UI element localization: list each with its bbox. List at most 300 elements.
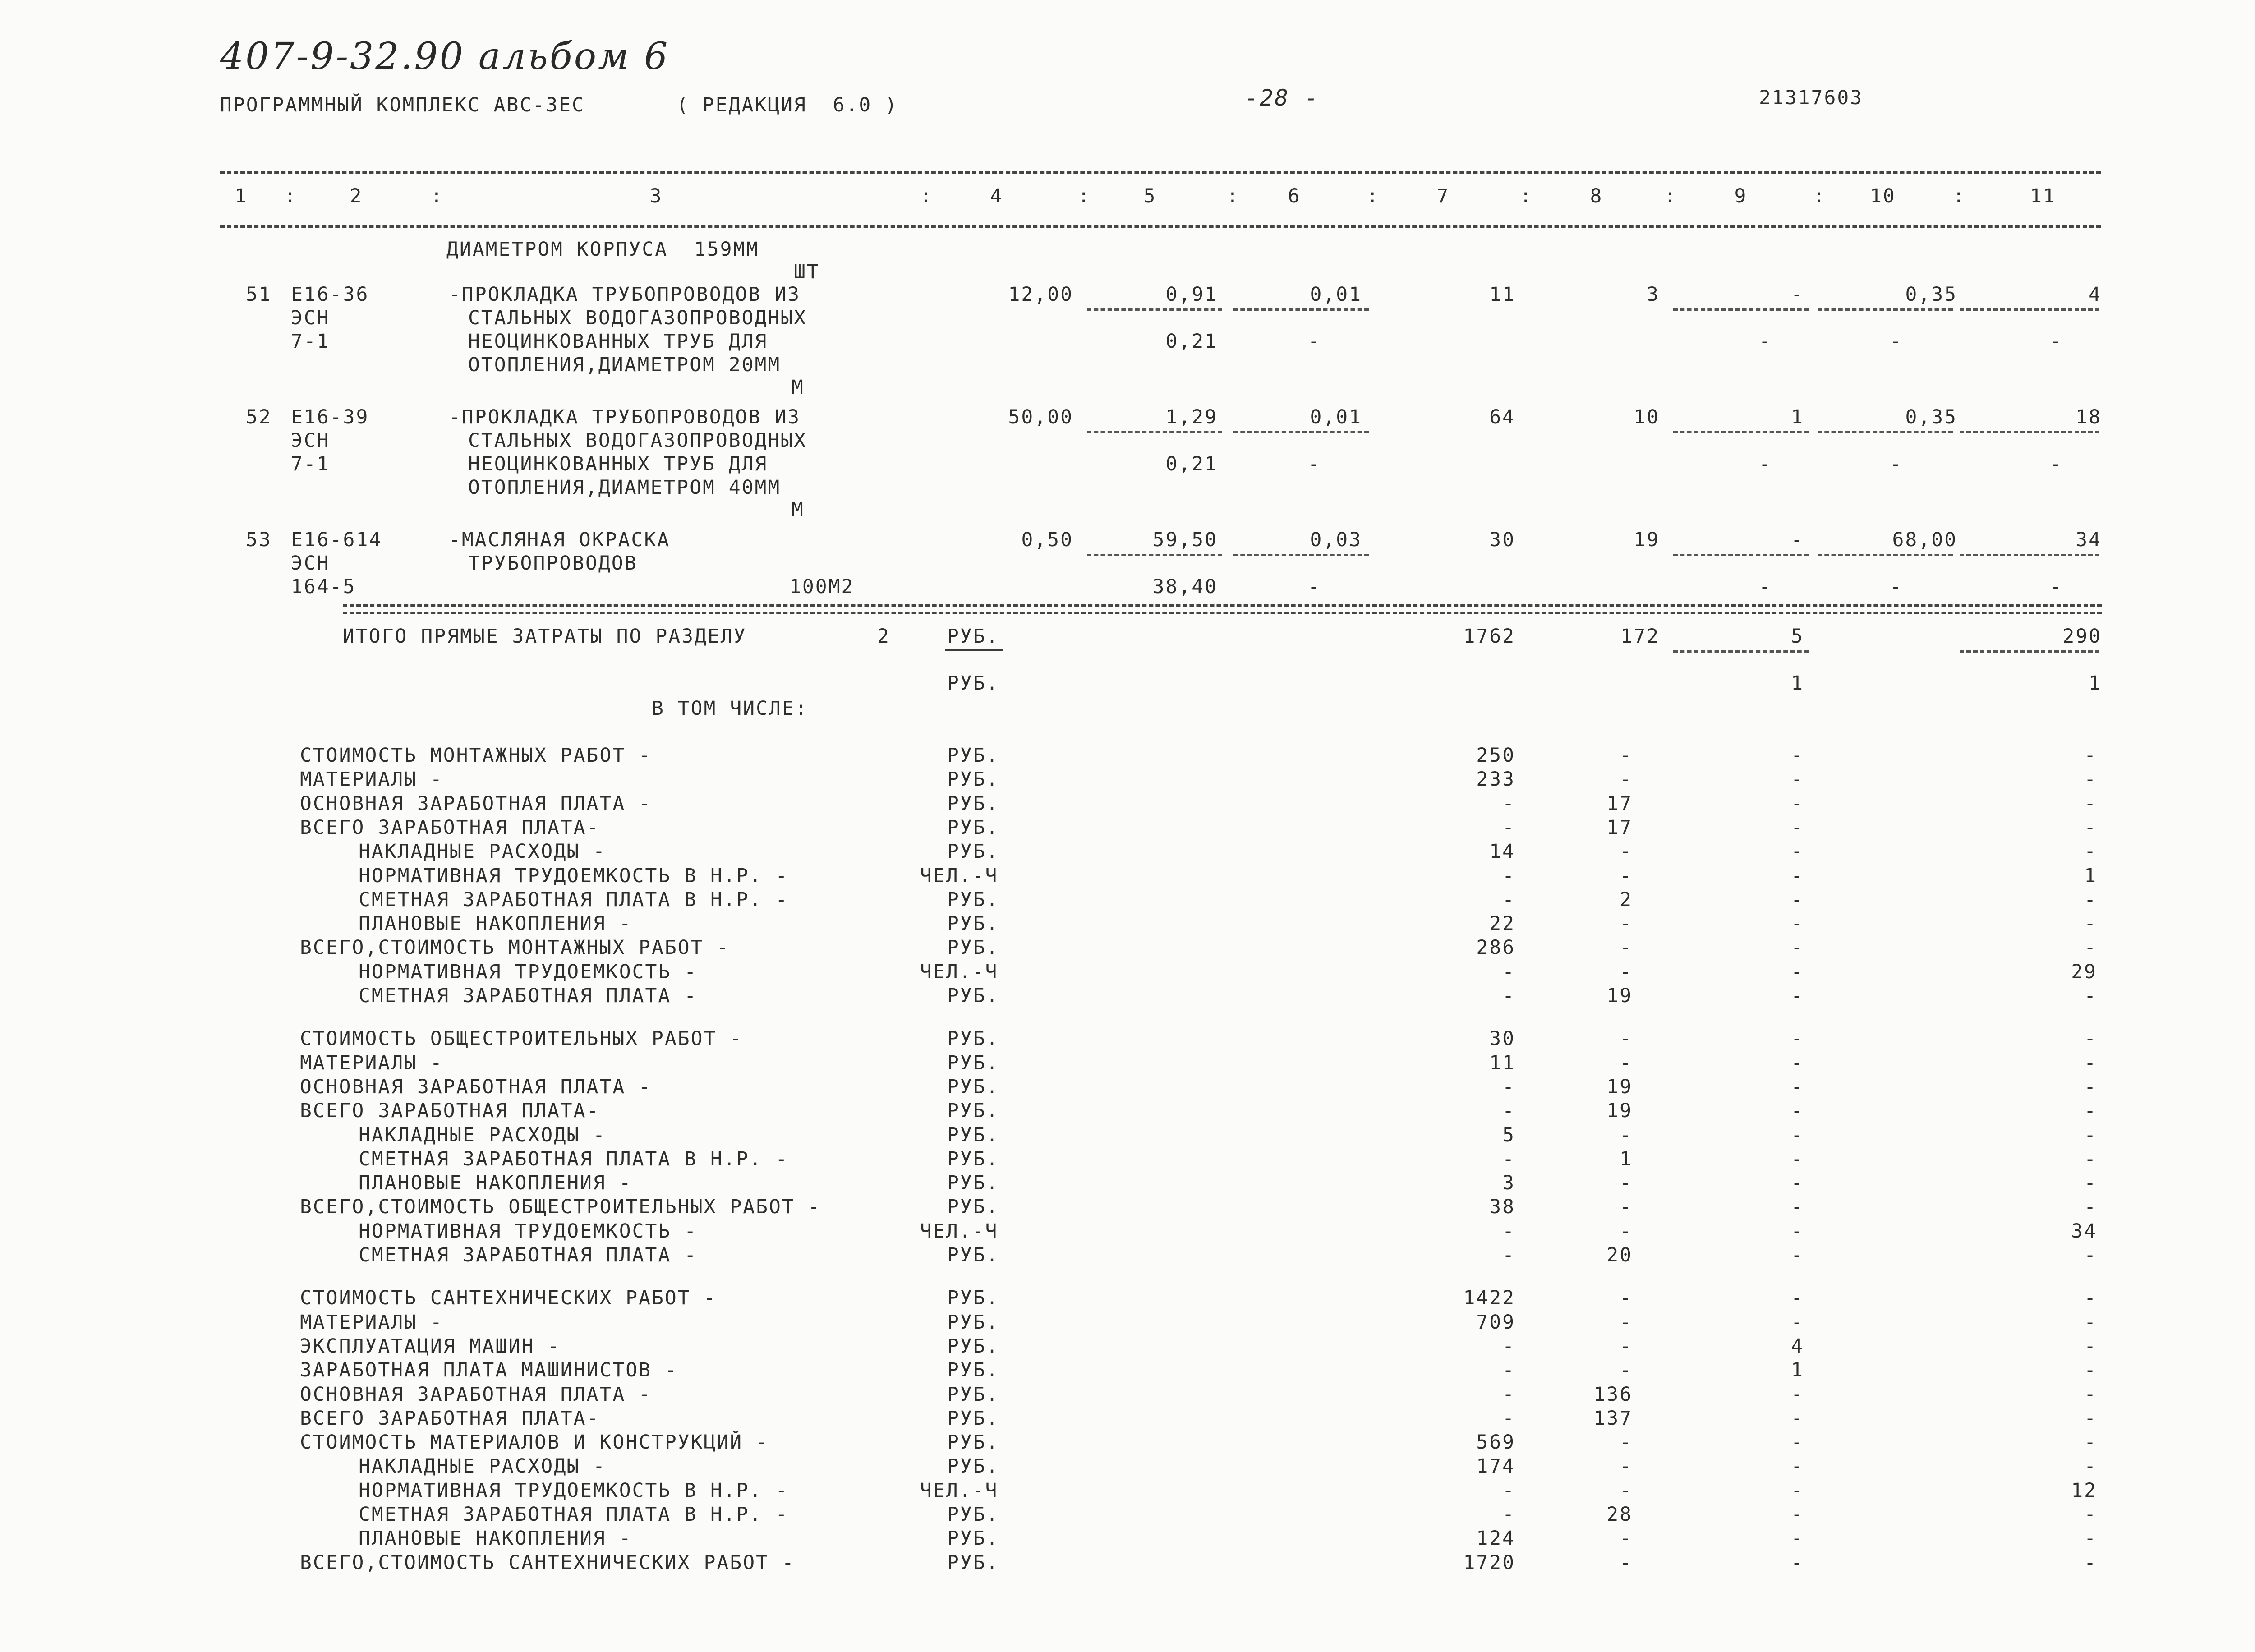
handwritten-album-note: 407-9-32.90 альбом 6: [220, 35, 670, 78]
breakdown-labor: -: [2084, 1431, 2097, 1454]
machine-divider: [1233, 431, 1369, 433]
breakdown-wage: -: [1620, 1479, 1633, 1502]
header-bottom-rule: [220, 225, 2101, 228]
breakdown-unit: ЧЕЛ.-Ч: [920, 1479, 999, 1502]
breakdown-labor: -: [2084, 1100, 2097, 1123]
breakdown-label: СМЕТНАЯ ЗАРАБОТНАЯ ПЛАТА В Н.Р. -: [359, 1147, 789, 1170]
item-unit: 100М2: [789, 575, 855, 598]
breakdown-labor: 29: [2071, 960, 2097, 983]
breakdown-labor: -: [2084, 1334, 2097, 1357]
breakdown-machine: -: [1791, 1075, 1804, 1098]
breakdown-labor: -: [2084, 1027, 2097, 1050]
breakdown-total-cost: 22: [1489, 912, 1515, 935]
breakdown-labor: -: [2084, 1287, 2097, 1310]
edition-label: ( РЕДАКЦИЯ 6.0 ): [676, 94, 898, 116]
breakdown-labor: -: [2084, 768, 2097, 791]
breakdown-machine: -: [1791, 768, 1804, 791]
breakdown-labor: -: [2084, 840, 2097, 863]
breakdown-wage: -: [1620, 912, 1633, 935]
breakdown-unit: РУБ.: [947, 1431, 999, 1454]
breakdown-labor: -: [2084, 985, 2097, 1007]
item-wage-total: 10: [1634, 406, 1660, 428]
breakdown-unit: РУБ.: [947, 840, 999, 863]
machine-total-divider: [1673, 431, 1809, 433]
item-labor-total-sub: -: [2050, 453, 2063, 475]
column-separator: :: [1813, 185, 1826, 207]
breakdown-wage: -: [1620, 936, 1633, 959]
item-machine-rate: 0,03: [1310, 529, 1362, 551]
breakdown-wage: -: [1620, 1287, 1633, 1310]
column-header-4: 4: [990, 185, 1003, 207]
breakdown-label: ВСЕГО,СТОИМОСТЬ ОБЩЕСТРОИТЕЛЬНЫХ РАБОТ -: [300, 1196, 821, 1219]
breakdown-total-cost: -: [1502, 888, 1515, 911]
breakdown-labor: -: [2084, 1244, 2097, 1266]
item-description: СТАЛЬНЫХ ВОДОГАЗОПРОВОДНЫХ: [468, 429, 807, 452]
item-description: НЕОЦИНКОВАННЫХ ТРУБ ДЛЯ: [468, 453, 768, 475]
column-separator: :: [1520, 185, 1533, 207]
breakdown-labor: -: [2084, 1147, 2097, 1170]
breakdown-total-cost: -: [1502, 1100, 1515, 1123]
item-wage-total: 19: [1634, 529, 1660, 551]
breakdown-unit: РУБ.: [947, 768, 999, 791]
page-number: -28 -: [1245, 85, 1320, 111]
breakdown-labor: -: [2084, 1527, 2097, 1550]
breakdown-unit: РУБ.: [947, 1123, 999, 1146]
breakdown-machine: -: [1791, 960, 1804, 983]
breakdown-label: СМЕТНАЯ ЗАРАБОТНАЯ ПЛАТА -: [359, 985, 698, 1007]
breakdown-label: НОРМАТИВНАЯ ТРУДОЕМКОСТЬ -: [359, 960, 698, 983]
breakdown-labor: -: [2084, 816, 2097, 839]
item-description: НЕОЦИНКОВАННЫХ ТРУБ ДЛЯ: [468, 330, 768, 353]
machine-divider: [1233, 554, 1369, 556]
breakdown-label: ЭКСПЛУАТАЦИЯ МАШИН -: [300, 1334, 561, 1357]
breakdown-unit: РУБ.: [947, 1551, 999, 1574]
item-description: -МАСЛЯНАЯ ОКРАСКА: [449, 529, 671, 551]
breakdown-machine: 1: [1791, 1359, 1804, 1382]
breakdown-wage: 17: [1606, 816, 1633, 839]
breakdown-wage: -: [1620, 1431, 1633, 1454]
breakdown-labor: -: [2084, 1196, 2097, 1219]
continuation-unit: ШТ: [794, 261, 820, 283]
breakdown-total-cost: 14: [1489, 840, 1515, 863]
breakdown-wage: 1: [1620, 1147, 1633, 1170]
item-code: 164-5: [291, 575, 356, 598]
breakdown-wage: 19: [1606, 985, 1633, 1007]
labor-total-divider: [1960, 554, 2099, 556]
item-labor-total: 4: [2089, 283, 2102, 306]
breakdown-machine: -: [1791, 936, 1804, 959]
breakdown-wage: 19: [1606, 1100, 1633, 1123]
breakdown-wage: -: [1620, 840, 1633, 863]
item-wage-total: 3: [1647, 283, 1660, 306]
breakdown-machine: -: [1791, 1479, 1804, 1502]
program-title: ПРОГРАММНЫЙ КОМПЛЕКС АВС-3ЕС: [220, 94, 585, 116]
item-quantity: 50,00: [1008, 406, 1073, 428]
breakdown-machine: -: [1791, 1244, 1804, 1266]
breakdown-machine: -: [1791, 888, 1804, 911]
breakdown-labor: -: [2084, 1407, 2097, 1430]
column-header-11: 11: [2030, 185, 2056, 207]
breakdown-unit: РУБ.: [947, 1527, 999, 1550]
breakdown-total-cost: -: [1502, 1407, 1515, 1430]
breakdown-unit: РУБ.: [947, 792, 999, 815]
item-description: -ПРОКЛАДКА ТРУБОПРОВОДОВ ИЗ: [449, 283, 801, 306]
breakdown-total-cost: 1422: [1463, 1287, 1515, 1310]
breakdown-label: СМЕТНАЯ ЗАРАБОТНАЯ ПЛАТА В Н.Р. -: [359, 1503, 789, 1526]
breakdown-wage: -: [1620, 1123, 1633, 1146]
breakdown-labor: -: [2084, 1051, 2097, 1074]
item-unit-price: 1,29: [1165, 406, 1218, 428]
breakdown-total-cost: -: [1502, 1334, 1515, 1357]
breakdown-labor: 1: [2084, 864, 2097, 887]
labor-rate-divider: [1818, 431, 1953, 433]
total-unit-divider: [945, 649, 1003, 651]
item-total-cost: 64: [1489, 406, 1515, 428]
item-labor-total-sub: -: [2050, 575, 2063, 598]
breakdown-total-cost: 709: [1476, 1311, 1515, 1334]
price-divider: [1087, 554, 1222, 556]
breakdown-unit: РУБ.: [947, 816, 999, 839]
column-header-6: 6: [1288, 185, 1301, 207]
breakdown-label: СТОИМОСТЬ МАТЕРИАЛОВ И КОНСТРУКЦИЙ -: [300, 1431, 769, 1454]
breakdown-machine: -: [1791, 792, 1804, 815]
column-header-3: 3: [649, 185, 663, 207]
item-description: СТАЛЬНЫХ ВОДОГАЗОПРОВОДНЫХ: [468, 307, 807, 329]
breakdown-machine: -: [1791, 1311, 1804, 1334]
breakdown-machine: -: [1791, 912, 1804, 935]
breakdown-labor: -: [2084, 1075, 2097, 1098]
breakdown-label: НОРМАТИВНАЯ ТРУДОЕМКОСТЬ В Н.Р. -: [359, 1479, 789, 1502]
item-labor-rate: 0,35: [1905, 406, 1957, 428]
breakdown-label: ВСЕГО ЗАРАБОТНАЯ ПЛАТА-: [300, 1407, 600, 1430]
total-label: ИТОГО ПРЯМЫЕ ЗАТРАТЫ ПО РАЗДЕЛУ: [343, 625, 747, 648]
breakdown-unit: РУБ.: [947, 1455, 999, 1478]
total-unit-2: РУБ.: [947, 672, 999, 695]
breakdown-unit: РУБ.: [947, 1311, 999, 1334]
item-total-cost: 11: [1489, 283, 1515, 306]
breakdown-unit: РУБ.: [947, 1359, 999, 1382]
item-number: 53: [246, 529, 272, 551]
breakdown-total-cost: -: [1502, 1383, 1515, 1406]
breakdown-machine: -: [1791, 1383, 1804, 1406]
breakdown-machine: -: [1791, 985, 1804, 1007]
breakdown-unit: РУБ.: [947, 1503, 999, 1526]
item-unit-wage: 0,21: [1165, 330, 1218, 353]
item-machine-rate-sub: -: [1308, 330, 1321, 353]
breakdown-total-cost: -: [1502, 1479, 1515, 1502]
breakdown-machine: -: [1791, 1455, 1804, 1478]
breakdown-total-cost: -: [1502, 1147, 1515, 1170]
column-separator: :: [1664, 185, 1677, 207]
item-unit-price: 59,50: [1152, 529, 1218, 551]
item-machine-total: -: [1791, 283, 1804, 306]
breakdown-label: НОРМАТИВНАЯ ТРУДОЕМКОСТЬ -: [359, 1219, 698, 1242]
breakdown-label: ВСЕГО,СТОИМОСТЬ САНТЕХНИЧЕСКИХ РАБОТ -: [300, 1551, 795, 1574]
item-code: 7-1: [291, 330, 330, 353]
breakdown-wage: -: [1620, 1527, 1633, 1550]
item-description: ОТОПЛЕНИЯ,ДИАМЕТРОМ 20ММ: [468, 354, 781, 376]
total-machine-sub: 1: [1791, 672, 1804, 695]
breakdown-wage: -: [1620, 1196, 1633, 1219]
header-top-rule: [220, 171, 2101, 174]
column-header-1: 1: [235, 185, 248, 207]
breakdown-unit: РУБ.: [947, 912, 999, 935]
totals-top-rule-2: [343, 612, 2102, 614]
item-description: -ПРОКЛАДКА ТРУБОПРОВОДОВ ИЗ: [449, 406, 801, 428]
item-code: 7-1: [291, 453, 330, 475]
breakdown-unit: РУБ.: [947, 1407, 999, 1430]
item-labor-total: 18: [2076, 406, 2102, 428]
column-separator: :: [431, 185, 444, 207]
breakdown-total-cost: 1720: [1463, 1551, 1515, 1574]
item-labor-rate: 0,35: [1905, 283, 1957, 306]
price-divider: [1087, 431, 1222, 433]
item-labor-rate: 68,00: [1892, 529, 1957, 551]
breakdown-wage: -: [1620, 744, 1633, 767]
breakdown-wage: -: [1620, 768, 1633, 791]
total-wage: 172: [1620, 625, 1660, 648]
breakdown-wage: -: [1620, 1027, 1633, 1050]
total-labor-sub: 1: [2089, 672, 2102, 695]
breakdown-labor: -: [2084, 1311, 2097, 1334]
breakdown-machine: -: [1791, 1051, 1804, 1074]
breakdown-unit: РУБ.: [947, 936, 999, 959]
breakdown-machine: -: [1791, 864, 1804, 887]
breakdown-labor: -: [2084, 912, 2097, 935]
breakdown-label: ПЛАНОВЫЕ НАКОПЛЕНИЯ -: [359, 1527, 632, 1550]
total-unit: РУБ.: [947, 625, 999, 648]
item-number: 51: [246, 283, 272, 306]
breakdown-machine: -: [1791, 1147, 1804, 1170]
breakdown-labor: 12: [2071, 1479, 2097, 1502]
item-code: ЭСН: [291, 552, 330, 575]
column-header-7: 7: [1436, 185, 1450, 207]
breakdown-unit: РУБ.: [947, 985, 999, 1007]
breakdown-wage: 28: [1606, 1503, 1633, 1526]
item-code: ЭСН: [291, 429, 330, 452]
breakdown-wage: -: [1620, 1455, 1633, 1478]
breakdown-total-cost: -: [1502, 1075, 1515, 1098]
item-labor-rate-sub: -: [1890, 453, 1903, 475]
breakdown-total-cost: -: [1502, 985, 1515, 1007]
item-machine-total: -: [1791, 529, 1804, 551]
breakdown-label: СТОИМОСТЬ ОБЩЕСТРОИТЕЛЬНЫХ РАБОТ -: [300, 1027, 743, 1050]
breakdown-wage: -: [1620, 1551, 1633, 1574]
breakdown-wage: 20: [1606, 1244, 1633, 1266]
breakdown-machine: -: [1791, 1027, 1804, 1050]
breakdown-label: ПЛАНОВЫЕ НАКОПЛЕНИЯ -: [359, 1172, 632, 1195]
breakdown-unit: РУБ.: [947, 888, 999, 911]
column-separator: :: [1078, 185, 1091, 207]
item-labor-rate-sub: -: [1890, 575, 1903, 598]
breakdown-machine: -: [1791, 1219, 1804, 1242]
breakdown-total-cost: 124: [1476, 1527, 1515, 1550]
breakdown-total-cost: -: [1502, 792, 1515, 815]
breakdown-labor: -: [2084, 1383, 2097, 1406]
breakdown-label: ВСЕГО ЗАРАБОТНАЯ ПЛАТА-: [300, 816, 600, 839]
breakdown-label: ПЛАНОВЫЕ НАКОПЛЕНИЯ -: [359, 912, 632, 935]
column-header-2: 2: [350, 185, 363, 207]
item-code: ЭСН: [291, 307, 330, 329]
breakdown-machine: -: [1791, 1407, 1804, 1430]
breakdown-wage: -: [1620, 1172, 1633, 1195]
breakdown-wage: 2: [1620, 888, 1633, 911]
column-separator: :: [1227, 185, 1240, 207]
item-description: ОТОПЛЕНИЯ,ДИАМЕТРОМ 40ММ: [468, 476, 781, 499]
breakdown-total-cost: 5: [1502, 1123, 1515, 1146]
breakdown-machine: -: [1791, 1527, 1804, 1550]
breakdown-machine: -: [1791, 744, 1804, 767]
column-separator: :: [1367, 185, 1380, 207]
breakdown-machine: -: [1791, 1100, 1804, 1123]
item-labor-total: 34: [2076, 529, 2102, 551]
breakdown-machine: -: [1791, 1503, 1804, 1526]
breakdown-wage: -: [1620, 960, 1633, 983]
item-code: Е16-614: [291, 529, 382, 551]
column-separator: :: [920, 185, 933, 207]
breakdown-total-cost: 286: [1476, 936, 1515, 959]
totals-top-rule: [343, 604, 2102, 607]
breakdown-wage: 19: [1606, 1075, 1633, 1098]
breakdown-label: МАТЕРИАЛЫ -: [300, 1051, 443, 1074]
item-labor-rate-sub: -: [1890, 330, 1903, 353]
column-header-10: 10: [1870, 185, 1896, 207]
item-machine-total-sub: -: [1759, 575, 1772, 598]
item-machine-total: 1: [1791, 406, 1804, 428]
total-section: 2: [877, 625, 890, 648]
item-unit: М: [792, 376, 805, 399]
breakdown-wage: 136: [1593, 1383, 1633, 1406]
breakdown-unit: РУБ.: [947, 1287, 999, 1310]
breakdown-total-cost: 174: [1476, 1455, 1515, 1478]
breakdown-total-cost: 250: [1476, 744, 1515, 767]
breakdown-machine: -: [1791, 1123, 1804, 1146]
breakdown-label: НОРМАТИВНАЯ ТРУДОЕМКОСТЬ В Н.Р. -: [359, 864, 789, 887]
breakdown-total-cost: -: [1502, 960, 1515, 983]
document-code: 21317603: [1759, 87, 1864, 109]
item-quantity: 0,50: [1021, 529, 1073, 551]
breakdown-label: ВСЕГО ЗАРАБОТНАЯ ПЛАТА-: [300, 1100, 600, 1123]
breakdown-labor: -: [2084, 1123, 2097, 1146]
breakdown-label: МАТЕРИАЛЫ -: [300, 768, 443, 791]
breakdown-total-cost: 233: [1476, 768, 1515, 791]
breakdown-machine: -: [1791, 1287, 1804, 1310]
breakdown-unit: РУБ.: [947, 1100, 999, 1123]
breakdown-wage: -: [1620, 1334, 1633, 1357]
breakdown-wage: -: [1620, 1311, 1633, 1334]
breakdown-wage: -: [1620, 1359, 1633, 1382]
total-cost: 1762: [1463, 625, 1515, 648]
total-machine: 5: [1791, 625, 1804, 648]
breakdown-labor: -: [2084, 1172, 2097, 1195]
continuation-text: ДИАМЕТРОМ КОРПУСА 159ММ: [446, 238, 759, 261]
breakdown-machine: -: [1791, 1431, 1804, 1454]
item-total-cost: 30: [1489, 529, 1515, 551]
column-header-8: 8: [1590, 185, 1603, 207]
breakdown-wage: 17: [1606, 792, 1633, 815]
item-machine-total-sub: -: [1759, 453, 1772, 475]
breakdown-machine: -: [1791, 1172, 1804, 1195]
breakdown-label: ОСНОВНАЯ ЗАРАБОТНАЯ ПЛАТА -: [300, 792, 652, 815]
including-title: В ТОМ ЧИСЛЕ:: [652, 697, 808, 720]
breakdown-wage: -: [1620, 864, 1633, 887]
breakdown-total-cost: 3: [1502, 1172, 1515, 1195]
machine-total-divider: [1673, 308, 1809, 311]
breakdown-labor: -: [2084, 1503, 2097, 1526]
item-machine-rate-sub: -: [1308, 453, 1321, 475]
item-unit-wage: 38,40: [1152, 575, 1218, 598]
breakdown-label: ОСНОВНАЯ ЗАРАБОТНАЯ ПЛАТА -: [300, 1383, 652, 1406]
breakdown-total-cost: -: [1502, 1359, 1515, 1382]
labor-rate-divider: [1818, 308, 1953, 311]
breakdown-unit: РУБ.: [947, 1075, 999, 1098]
item-machine-total-sub: -: [1759, 330, 1772, 353]
item-unit: М: [792, 499, 805, 521]
item-machine-rate: 0,01: [1310, 283, 1362, 306]
breakdown-wage: -: [1620, 1051, 1633, 1074]
labor-total-divider: [1960, 431, 2099, 433]
breakdown-total-cost: 38: [1489, 1196, 1515, 1219]
column-separator: :: [1953, 185, 1966, 207]
column-separator: :: [284, 185, 297, 207]
breakdown-unit: РУБ.: [947, 1196, 999, 1219]
labor-total-divider: [1960, 308, 2099, 311]
breakdown-machine: -: [1791, 1196, 1804, 1219]
item-quantity: 12,00: [1008, 283, 1073, 306]
breakdown-unit: ЧЕЛ.-Ч: [920, 864, 999, 887]
breakdown-labor: -: [2084, 744, 2097, 767]
breakdown-total-cost: -: [1502, 864, 1515, 887]
breakdown-label: СМЕТНАЯ ЗАРАБОТНАЯ ПЛАТА В Н.Р. -: [359, 888, 789, 911]
item-code: Е16-36: [291, 283, 369, 306]
breakdown-unit: ЧЕЛ.-Ч: [920, 960, 999, 983]
total-labor: 290: [2062, 625, 2102, 648]
column-header-5: 5: [1143, 185, 1157, 207]
item-machine-rate: 0,01: [1310, 406, 1362, 428]
breakdown-labor: 34: [2071, 1219, 2097, 1242]
column-header-9: 9: [1734, 185, 1748, 207]
breakdown-machine: -: [1791, 840, 1804, 863]
breakdown-wage: -: [1620, 1219, 1633, 1242]
breakdown-unit: РУБ.: [947, 1027, 999, 1050]
item-unit-wage: 0,21: [1165, 453, 1218, 475]
breakdown-total-cost: 11: [1489, 1051, 1515, 1074]
breakdown-unit: ЧЕЛ.-Ч: [920, 1219, 999, 1242]
breakdown-unit: РУБ.: [947, 1147, 999, 1170]
breakdown-unit: РУБ.: [947, 744, 999, 767]
breakdown-label: СТОИМОСТЬ САНТЕХНИЧЕСКИХ РАБОТ -: [300, 1287, 717, 1310]
total-machine-divider: [1673, 650, 1809, 653]
breakdown-label: ЗАРАБОТНАЯ ПЛАТА МАШИНИСТОВ -: [300, 1359, 678, 1382]
item-unit-price: 0,91: [1165, 283, 1218, 306]
breakdown-total-cost: -: [1502, 816, 1515, 839]
breakdown-total-cost: 30: [1489, 1027, 1515, 1050]
price-divider: [1087, 308, 1222, 311]
item-description: ТРУБОПРОВОДОВ: [468, 552, 638, 575]
breakdown-labor: -: [2084, 936, 2097, 959]
breakdown-unit: РУБ.: [947, 1244, 999, 1266]
breakdown-label: НАКЛАДНЫЕ РАСХОДЫ -: [359, 1123, 606, 1146]
breakdown-unit: РУБ.: [947, 1172, 999, 1195]
breakdown-total-cost: -: [1502, 1244, 1515, 1266]
breakdown-unit: РУБ.: [947, 1334, 999, 1357]
breakdown-labor: -: [2084, 1551, 2097, 1574]
item-number: 52: [246, 406, 272, 428]
breakdown-wage: 137: [1593, 1407, 1633, 1430]
breakdown-total-cost: 569: [1476, 1431, 1515, 1454]
breakdown-label: НАКЛАДНЫЕ РАСХОДЫ -: [359, 1455, 606, 1478]
item-machine-rate-sub: -: [1308, 575, 1321, 598]
